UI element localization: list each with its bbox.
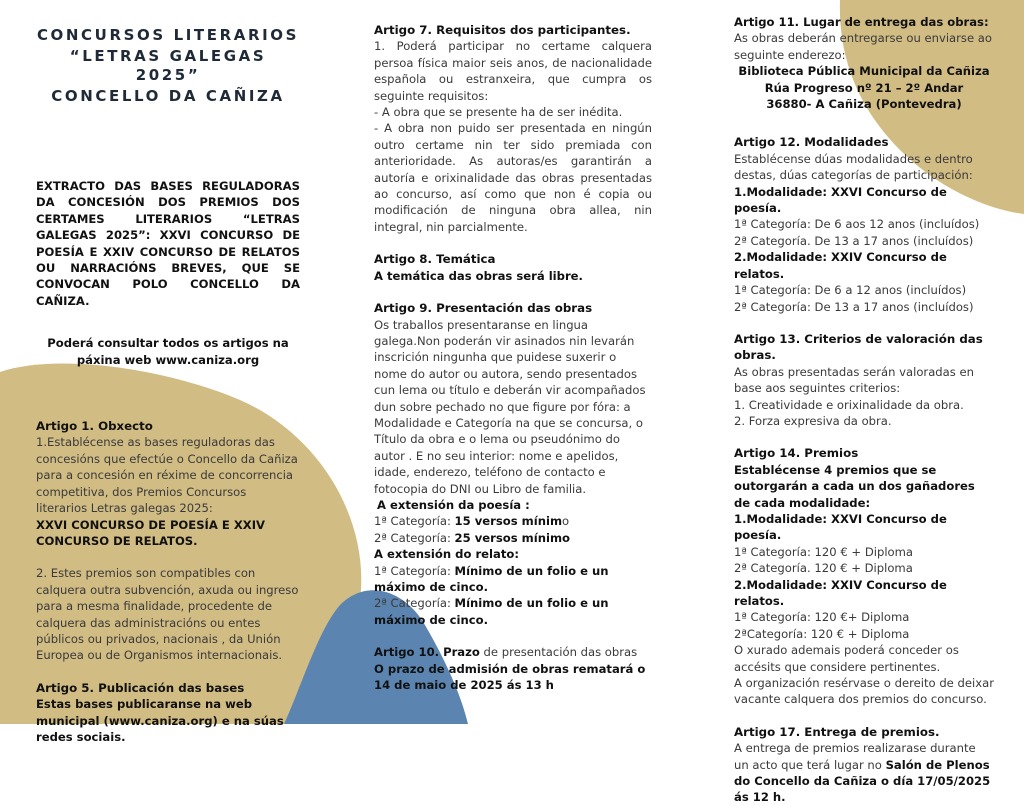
art13-heading: Artigo 13. Criterios de valoración das obras. bbox=[734, 331, 983, 363]
poesia-c2-value: 25 versos mínimo bbox=[454, 530, 570, 545]
art14-paragraph-1: O xurado ademais poderá conceder os accésits que considere pertinentes. bbox=[734, 643, 959, 674]
art10-heading-line bbox=[374, 644, 652, 660]
relato-c1-value: Mínimo de un folio e un máximo de cinco. bbox=[374, 563, 609, 594]
art17-bold: Salón de Plenos do Concello da Cañiza o día 17/05/2025 ás 12 h. bbox=[734, 757, 991, 805]
art12-heading: Artigo 12. Modalidades bbox=[734, 135, 889, 150]
art14-bold-intro: Establécense 4 premios que se outorgarán a cada un dos gañadores de cada modalidade: bbox=[734, 462, 975, 510]
art9-heading: Artigo 9. Presentación das obras bbox=[374, 301, 593, 316]
art14-mod2-c2: 2ªCategoría: 120 € + Diploma bbox=[734, 626, 910, 641]
address-line-2: Rúa Progreso nº 21 – 2º Andar bbox=[764, 80, 964, 95]
art14-mod1-c2: 2ª Categoría. 120 € + Diploma bbox=[734, 561, 913, 576]
art11-heading-line bbox=[734, 14, 994, 63]
art12-mod2-c1: 1ª Categoría: De 6 a 12 anos (incluídos) bbox=[734, 283, 967, 298]
art17-text: A entrega de premios realizarase durante un acto que terá lugar no bbox=[734, 741, 976, 772]
art10-heading: Artigo 10. Prazo bbox=[374, 645, 480, 660]
art14-mod1-c1: 1ª Categoría: 120 € + Diploma bbox=[734, 544, 914, 559]
title-line-2: “LETRAS GALEGAS 2025” bbox=[69, 47, 267, 84]
relato-c1-label: 1ª Categoría: bbox=[374, 563, 455, 578]
art1-bold-contests: XXVI CONCURSO DE POESÍA E XXIV CONCURSO DE RELATOS. bbox=[36, 517, 266, 548]
title-line-1: CONCURSOS LITERARIOS bbox=[36, 26, 300, 44]
consult-note: Poderá consultar todos os artigos na páxina web www.caniza.org bbox=[47, 336, 289, 367]
art13-item-2: 2. Forza expresiva da obra. bbox=[734, 413, 892, 428]
relato-extension-heading: A extensión do relato: bbox=[374, 547, 519, 562]
art12-mod1-c2: 2ª Categoría. De 13 a 17 anos (incluídos) bbox=[734, 233, 974, 248]
address-line-1: Biblioteca Pública Municipal da Cañiza bbox=[738, 64, 990, 79]
art10-heading-tail: de presentación das obras bbox=[479, 645, 638, 660]
poesia-c2-label: 2ª Categoría: bbox=[374, 530, 455, 545]
poesia-c1-tail: o bbox=[562, 514, 570, 529]
art14-heading: Artigo 14. Premios bbox=[734, 446, 859, 461]
art14-paragraph-2: A organización resérvase o dereito de deixar vacante calquera dos premios do concurso. bbox=[734, 676, 994, 707]
art7-paragraph-2: - A obra que se presente ha de ser inédita. bbox=[374, 105, 623, 120]
art7-heading: Artigo 7. Requisitos dos participantes. bbox=[374, 23, 631, 37]
art13-item-1: 1. Creatividade e orixinalidade da obra. bbox=[734, 397, 964, 412]
art14-mod2-c1: 1ª Categoría: 120 €+ Diploma bbox=[734, 610, 910, 625]
art8-heading: Artigo 8. Temática bbox=[374, 252, 496, 267]
art5-heading: Artigo 5. Publicación das bases bbox=[36, 680, 245, 695]
art14-mod2: 2.Modalidade: XXIV Concurso de relatos. bbox=[734, 577, 947, 608]
art10-text: O prazo de admisión de obras rematará o 14 de maio de 2025 ás 13 h bbox=[374, 661, 646, 693]
address-line-3: 36880- A Cañiza (Pontevedra) bbox=[766, 97, 962, 112]
art9-text: Os traballos presentaranse en lingua galega.Non poderán vir asinados nin levarán inscrición ningunha que puidese suxerir o nome do autor ou autora, sendo presentados cun lema ou título e deberán vir acompañados dun sobre pechado no que figure por fóra: a Modalidade e Categoría na que se concursa, o Título da obra e o lema ou pseudónimo do autor . E no seu interior: nome e apelidos, idade, enderezo, teléfono de contacto e fotocopia do DNI ou Libro de familia. bbox=[374, 317, 646, 496]
column-middle bbox=[374, 22, 652, 693]
relato-category-2 bbox=[374, 595, 652, 628]
relato-c2-label: 2ª Categoría: bbox=[374, 596, 455, 611]
art17-heading: Artigo 17. Entrega de premios. bbox=[734, 724, 940, 739]
art14-mod1: 1.Modalidade: XXVI Concurso de poesía. bbox=[734, 511, 947, 543]
column-left bbox=[36, 24, 300, 745]
art7-paragraph-1: 1. Poderá participar no certame calquera persoa física maior seis anos, de nacionalidade española ou estranxeira, que cumpra os seguinte requisitos: bbox=[374, 39, 652, 103]
art12-mod1-c1: 1ª Categoría: De 6 aos 12 anos (incluídos) bbox=[734, 217, 980, 232]
art17-text-line bbox=[734, 740, 994, 806]
poesia-category-1 bbox=[374, 513, 652, 529]
column-right bbox=[734, 14, 994, 806]
relato-category-1 bbox=[374, 563, 652, 596]
art5-text: Estas bases publicaranse na web municipal (www.caniza.org) e na súas redes sociais. bbox=[36, 697, 284, 744]
art8-text: A temática das obras será libre. bbox=[374, 268, 583, 283]
art11-text: As obras deberán entregarse ou enviarse ao seguinte enderezo: bbox=[734, 31, 992, 62]
title-line-3: CONCELLO DA CAÑIZA bbox=[51, 87, 285, 105]
poesia-c1-label: 1ª Categoría: bbox=[374, 514, 455, 529]
poesia-category-2 bbox=[374, 530, 652, 546]
art7-paragraph-3: - A obra non puido ser presentada en ningún outro certame nin ter sido premiada con anterioridade. As autoras/es garantirán a autoría e orixinalidade das obras presentadas ao concurso, así como que non é copia ou modificación de ninguna obra allea, nin integral, nin parcialmente. bbox=[374, 121, 652, 234]
art13-text: As obras presentadas serán valoradas en base aos seguintes criterios: bbox=[734, 364, 974, 396]
poesia-extension-heading: A extensión da poesía : bbox=[377, 497, 530, 512]
art11-heading: Artigo 11. Lugar de entrega das obras: bbox=[734, 15, 989, 29]
extract-heading: EXTRACTO DAS BASES REGULADORAS DA CONCESIÓN DOS PREMIOS DOS CERTAMES LITERARIOS “LETRAS GALEGAS 2025”: XXVI CONCURSO DE POESÍA E XXIV CONCURSO DE RELATOS OU NARRACIÓNS BREVES, QUE SE CONVOCAN POLO CONCELLO DA CAÑIZA. bbox=[36, 179, 300, 308]
art12-text: Establécense dúas modalidades e dentro destas, dúas categorías de participación: bbox=[734, 151, 973, 183]
poesia-c1-value: 15 versos mínim bbox=[454, 514, 563, 529]
art12-mod2-c2: 2ª Categoría: De 13 a 17 anos (incluídos) bbox=[734, 299, 974, 314]
art1-paragraph-1: 1.Establécense as bases reguladoras das concesións que efectúe o Concello da Cañiza para a concesión en réxime de concorrencia competitiva, dos Premios Concursos literarios Letras galegas 2025: bbox=[36, 435, 298, 516]
art12-mod2: 2.Modalidade: XXIV Concurso de relatos. bbox=[734, 250, 947, 281]
relato-c2-value: Mínimo de un folio e un máximo de cinco. bbox=[374, 596, 609, 627]
art1-paragraph-2: 2. Estes premios son compatibles con calquera outra subvención, axuda ou ingreso para a mesma finalidade, procedente de calquera das administracións ou entes públicos ou privados, nacionais , da Unión Europea ou de Organismos internacionais. bbox=[36, 566, 299, 663]
art1-heading: Artigo 1. Obxecto bbox=[36, 419, 153, 434]
art12-mod1: 1.Modalidade: XXVI Concurso de poesía. bbox=[734, 184, 947, 216]
